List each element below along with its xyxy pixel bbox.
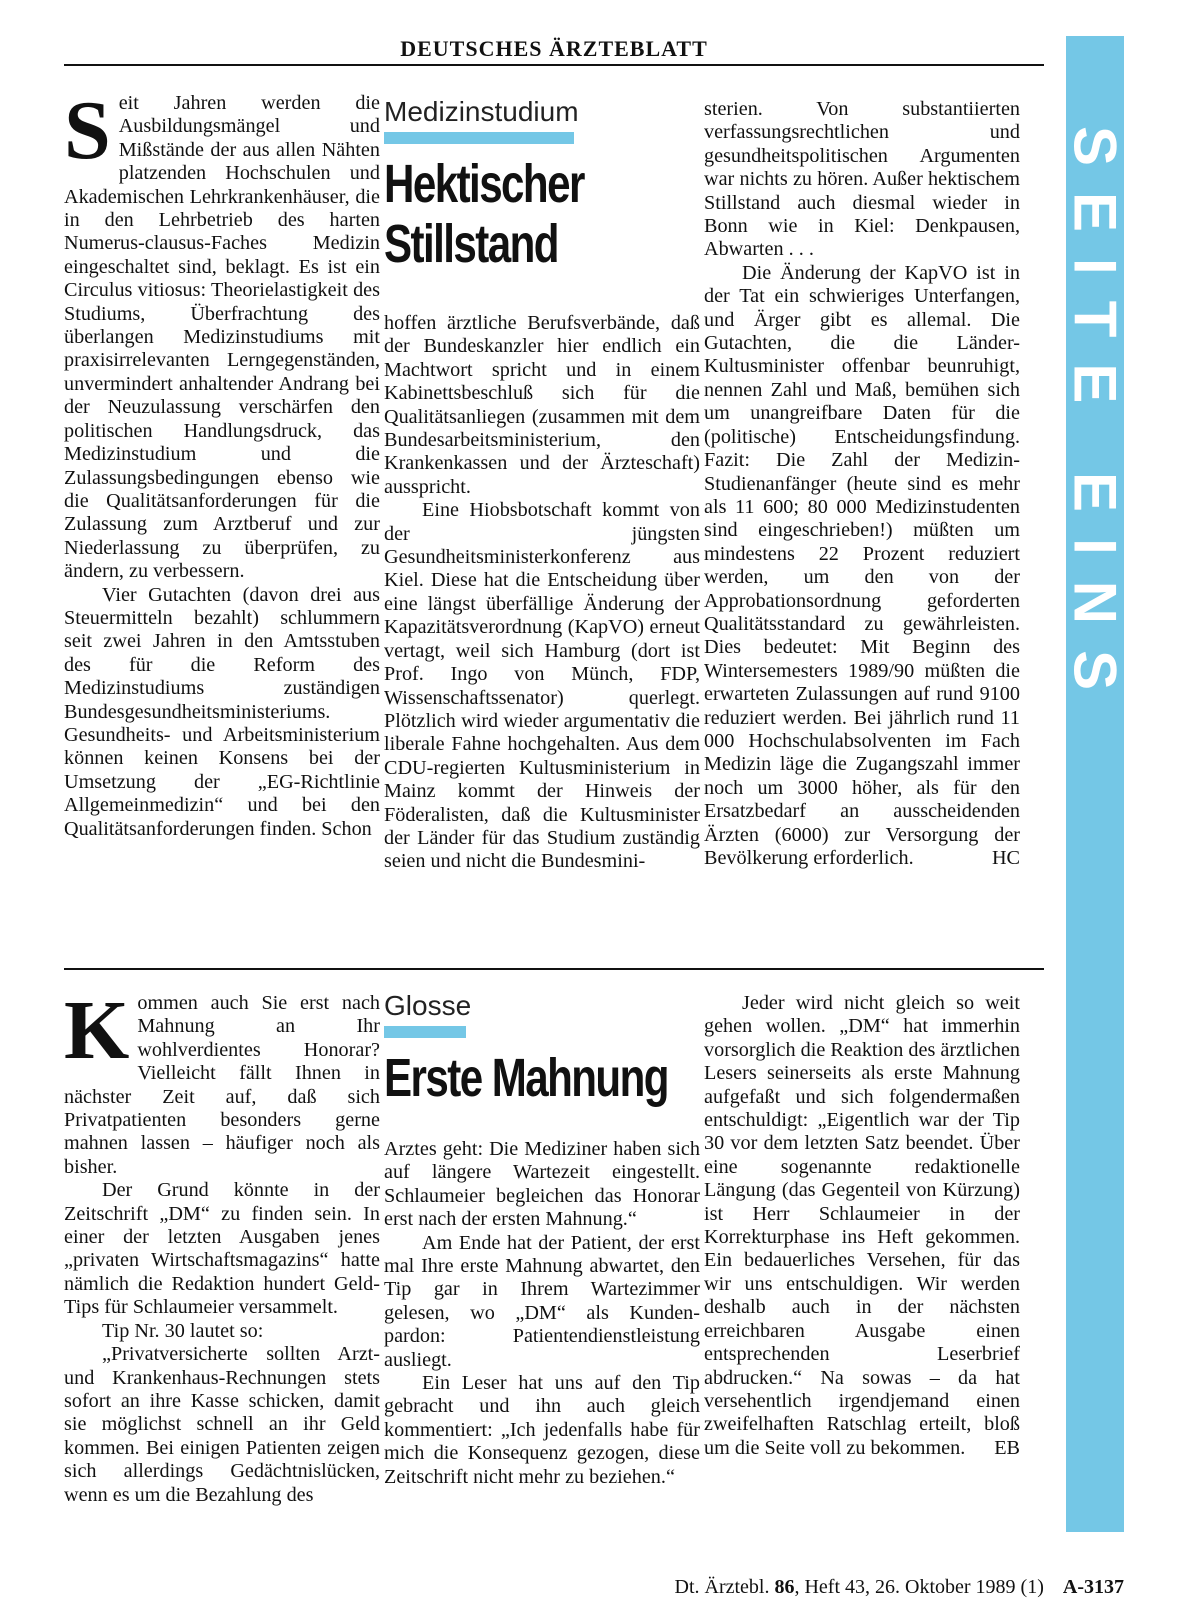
article1-paragraph: Vier Gutachten (davon drei aus Steuermitteln bezahlt) schlummern seit zwei Jahren in den Amtsstuben des für die Reform des Medizinstudiums zuständigen Bundesgesundheitsministeriums. Gesundheits- und Arbeitsministerium können keinen Konsens bei der Umsetzung der „EG-Richtlinie Allgemeinmedizin“ und bei den Qualitätsanforderungen finden. Schon [64, 583, 380, 840]
masthead-title: DEUTSCHES ÄRZTEBLATT [400, 36, 708, 61]
article1-paragraph: sterien. Von substantiierten verfassungsrechtlichen und gesundheitspolitischen Argumenten war nichts zu hören. Außer hektischem Stillstand auch diesmal wieder in Bonn wie in Kiel: Denkpausen, Abwarten . . . [704, 98, 1020, 261]
article2-column-2 [384, 990, 700, 1489]
footer-citation-prefix: Dt. Ärztebl. [674, 1576, 770, 1598]
article2-paragraph: Am Ende hat der Patient, der erst mal Ihre erste Mahnung abwartet, den Tip gar in Ihrem Wartezimmer gelesen, wo „DM“ als Kunden- pardon: Patientendienstleistung ausliegt. [384, 1231, 700, 1371]
article2-paragraph: „Privatversicherte sollten Arzt- und Krankenhaus-Rechnungen stets sofort an ihre Kasse schicken, damit sie möglichst schnell an ihr Geld kommen. Bei einigen Patienten zeigen sich allerdings Gedächtnislücken, wenn es um die Bezahlung des [64, 1343, 380, 1506]
sidebar-section-band [1061, 36, 1129, 1532]
article1-paragraph: Seit Jahren werden die Ausbildungsmängel und Mißstände der aus allen Nähten platzenden Hochschulen und Akademischen Lehrkrankenhäuser, die in den Lehrbetrieb des harten Numerus-clausus-Faches Medizin eingeschaltet sind, beklagt. Es ist ein Circulus vitiosus: Theorielastigkeit des Studiums, Überfrachtung des überlangen Medizinstudiums mit praxisirrelevanten Lerngegenständen, unvermindert anhaltender Andrang bei der Neuzulassung verschärfen den politischen Handlungsdruck, das Medizinstudium und die Zulassungsbedingungen ebenso wie die Qualitätsanforderungen für die Zulassung zum Arztberuf und zur Niederlassung zu überprüfen, zu ändern, zu verbessern. [64, 84, 380, 583]
article2-paragraph: Arztes geht: Die Mediziner haben sich auf längere Wartezeit eingestellt. Schlaumeier begleichen das Honorar erst nach der ersten Mahnung.“ [384, 1138, 700, 1231]
article2-paragraph: Ein Leser hat uns auf den Tip gebracht und ihn auch gleich kommentiert: „Ich jedenfalls habe für mich die Konsequenz gezogen, diese Zeitschrift nicht mehr zu beziehen.“ [384, 1372, 700, 1488]
sidebar-label: SEITE EINS [1061, 126, 1129, 717]
footer-citation-rest: , Heft 43, 26. Oktober 1989 (1) [794, 1576, 1044, 1598]
article1-paragraph: hoffen ärztliche Berufsverbände, daß der Bundeskanzler hier endlich ein Machtwort spricht und in einem Kabinettsbeschluß sich für die Qualitätsanliegen (zusammen mit dem Bundesarbeitsministerium, den Krankenkassen und der Ärzteschaft) ausspricht. [384, 312, 700, 498]
article1-column-1 [64, 84, 380, 841]
article2-column-1 [64, 984, 380, 1507]
article2-headline: Erste Mahnung [384, 1048, 668, 1108]
article1-dropcap: S [64, 84, 111, 177]
article1-headline-line2: Stillstand [384, 214, 558, 274]
article2-paragraph: Tip Nr. 30 lautet so: [102, 1319, 264, 1342]
article1-column-3 [704, 98, 1020, 870]
article2-dropcap: K [64, 984, 130, 1077]
article1-paragraph: Die Änderung der KapVO ist in der Tat ein schwieriges Unterfangen, und Ärger gibt es allemal. Die Gutachten, die die Länder-Kultusminister offenbar beunruhigt, nennen Zahl und Maß, bemühen sich um unangreifbare Daten für die (politische) Entscheidungsfindung. Fazit: Die Zahl der Medizin-Studienanfänger (heute sind es mehr als 11 600; 80 000 Medizinstudenten sind eingeschrieben!) müßten um mindestens 22 Prozent reduziert werden, um den von der Approbationsordnung geforderten Qualitätsstandard zu gewährleisten. Dies bedeutet: Mit Beginn des Wintersemesters 1989/90 müßten die erwarteten Zulassungen auf rund 9100 reduziert werden. Bei jährlich rund 11 000 Hochschulabsolventen im Fach Medizin läge die Zugangszahl immer noch um 3000 höher, als für den Ersatzbedarf an ausscheidenden Ärzten (6000) zur Versorgung der Bevölkerung erforderlich. HC [704, 261, 1020, 869]
article1-kicker: Medizinstudium [384, 96, 579, 127]
article2-signature: EB [994, 1436, 1020, 1459]
article1-headline-line1: Hektischer [384, 154, 584, 214]
article2-column-3 [704, 992, 1020, 1460]
article2-paragraph: Der Grund könnte in der Zeitschrift „DM“ zu finden sein. In einer der letzten Ausgaben jenes „privaten Wirtschaftsmagazins“ hatte nämlich die Redaktion hundert Geld-Tips für Schlaumeier versammelt. [64, 1179, 380, 1319]
section-divider [64, 968, 1044, 970]
footer-volume: 86 [774, 1576, 795, 1598]
article2-paragraph: Kommen auch Sie erst nach Mahnung an Ihr wohlverdientes Honorar? Vielleicht fällt Ihnen in nächster Zeit auf, daß sich Privatpatienten besonders gerne mahnen lassen – häufiger noch als bisher. [64, 984, 380, 1178]
article1-paragraph: Eine Hiobsbotschaft kommt von der jüngsten Gesundheitsministerkonferenz aus Kiel. Diese hat die Entscheidung über eine längst überfällige Änderung der Kapazitätsverordnung (KapVO) erneut vertagt, weil sich Hamburg (dort ist Prof. Ingo von Münch, FDP, Wissenschaftssenator) querlegt. Plötzlich wird wieder argumentativ die liberale Fahne hochgehalten. Aus dem CDU-regierten Kultusministerium in Mainz kommt der Hinweis der Föderalisten, daß die Kultusminister der Länder für das Studium zuständig seien und nicht die Bundesmini- [384, 499, 700, 873]
page-footer [64, 1572, 1124, 1602]
article1-signature: HC [991, 847, 1020, 869]
article2-kicker: Glosse [384, 990, 472, 1021]
article2-paragraph: Jeder wird nicht gleich so weit gehen wollen. „DM“ hat immerhin vorsorglich die Reaktion des ärztlichen Lesers seinerseits als erste Mahnung aufgefaßt und sich folgendermaßen entschuldigt: „Eigentlich war der Tip 30 vor dem letzten Satz beendet. Über eine sogenannte redaktionelle Längung (das Gegenteil von Kürzung) ist Herr Schlaumeier in der Korrekturphase ins Heft gekommen. Ein bedauerliches Versehen, für das wir uns entschuldigen. Wir werden deshalb auch in der nächsten erreichbaren Ausgabe einen entsprechenden Leserbrief abdrucken.“ Na sowas – da hat versehentlich irgendjemand einen zweifelhaften Ratschlag erteilt, bloß um die Seite voll zu bekommen. EB [704, 992, 1020, 1459]
article1-kicker-bar [384, 132, 574, 144]
footer-page-number: A-3137 [1062, 1576, 1124, 1598]
masthead [64, 34, 1044, 66]
article1-column-2 [384, 96, 700, 874]
article2-kicker-bar [384, 1026, 466, 1038]
